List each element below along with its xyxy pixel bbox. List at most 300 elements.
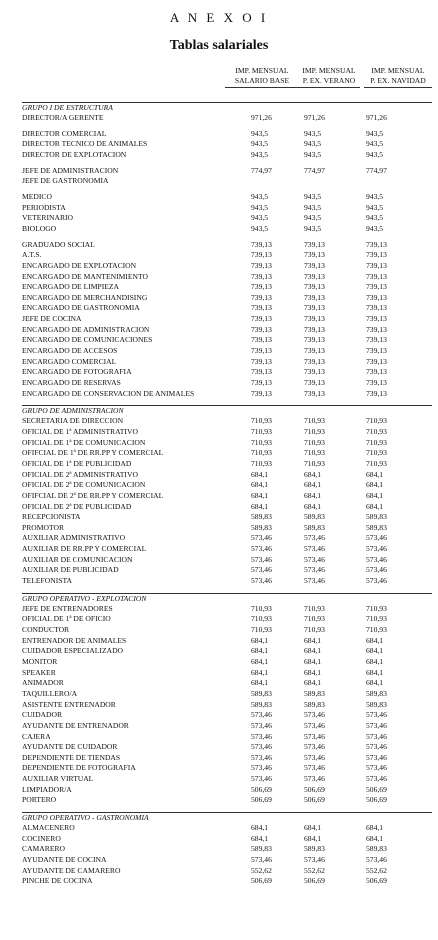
table-row xyxy=(22,604,432,615)
paga-verano-value: 710,93 xyxy=(304,416,325,426)
paga-verano-value: 739,13 xyxy=(304,388,325,398)
paga-navidad-value: 684,1 xyxy=(366,490,384,500)
paga-navidad-value: 589,83 xyxy=(366,699,387,709)
paga-navidad-value: 774,97 xyxy=(366,165,387,175)
paga-navidad-value: 739,13 xyxy=(366,346,387,355)
table-row xyxy=(22,753,432,764)
category-name: ENCARGADO COMERCIAL xyxy=(22,356,117,366)
salario-base-value: 684,1 xyxy=(251,490,269,500)
table-row xyxy=(22,325,432,336)
paga-navidad-value: 573,46 xyxy=(366,742,387,752)
column-header-rule xyxy=(364,87,432,88)
salario-base-value: 573,46 xyxy=(251,720,272,730)
paga-navidad-value: 739,13 xyxy=(366,292,387,302)
category-name: ENCARGADO DE GASTRONOMIA xyxy=(22,303,140,313)
salario-base-value: 589,83 xyxy=(251,688,272,698)
category-name: ASISTENTE ENTRENADOR xyxy=(22,699,116,709)
paga-verano-value: 739,13 xyxy=(304,282,325,292)
salario-base-value: 684,1 xyxy=(251,823,269,833)
salario-base-value: 573,46 xyxy=(251,742,272,752)
paga-navidad-value: 943,5 xyxy=(366,150,384,160)
paga-navidad-value: 710,93 xyxy=(366,614,387,624)
table-row xyxy=(22,795,432,806)
salario-base-value: 739,13 xyxy=(251,250,272,260)
paga-verano-value: 684,1 xyxy=(304,657,322,667)
salario-base-value: 710,93 xyxy=(251,614,272,624)
column-header-line2: P. EX. VERANO xyxy=(302,76,356,85)
salario-base-value: 573,46 xyxy=(251,576,272,585)
table-row xyxy=(22,139,432,150)
salary-group xyxy=(22,593,432,806)
paga-navidad-value: 710,93 xyxy=(366,458,387,468)
group-title: GRUPO OPERATIVO - GASTRONOMIA xyxy=(22,812,432,823)
category-name: DEPENDIENTE DE FOTOGRAFIA xyxy=(22,763,136,773)
salario-base-value: 710,93 xyxy=(251,448,272,458)
paga-navidad-value: 739,13 xyxy=(366,356,387,366)
paga-verano-value: 573,46 xyxy=(304,855,325,865)
paga-navidad-value: 739,13 xyxy=(366,367,387,377)
category-name: ENCARGADO DE ADMINISTRACION xyxy=(22,324,150,334)
salario-base-value: 739,13 xyxy=(251,271,272,281)
paga-verano-value: 710,93 xyxy=(304,614,325,624)
paga-verano-value: 710,93 xyxy=(304,625,325,635)
paga-navidad-value: 684,1 xyxy=(366,823,384,833)
category-name: CUIDADOR ESPECIALIZADO xyxy=(22,646,124,656)
paga-verano-value: 739,13 xyxy=(304,356,325,366)
column-header-line1: IMP. MENSUAL xyxy=(302,66,356,75)
document-subtitle: Tablas salariales xyxy=(169,38,269,53)
salario-base-value: 710,93 xyxy=(251,427,272,437)
salario-base-value: 589,83 xyxy=(251,512,272,522)
paga-verano-value: 739,13 xyxy=(304,324,325,334)
paga-navidad-value: 739,13 xyxy=(366,282,387,292)
column-header-rule xyxy=(298,87,360,88)
column-header-navidad xyxy=(364,66,432,88)
salario-base-value: 589,83 xyxy=(251,699,272,709)
column-header-rule xyxy=(225,87,299,88)
column-header-line1: IMP. MENSUAL xyxy=(371,66,425,75)
category-name: A.T.S. xyxy=(22,250,42,260)
salario-base-value: 573,46 xyxy=(251,774,272,784)
table-row xyxy=(22,657,432,668)
paga-verano-value: 710,93 xyxy=(304,603,325,613)
category-name: AUXILIAR DE RR.PP Y COMERCIAL xyxy=(22,544,147,554)
salario-base-value: 684,1 xyxy=(251,667,269,677)
paga-navidad-value: 943,5 xyxy=(366,192,384,202)
category-name: SECRETARIA DE DIRECCION xyxy=(22,416,124,426)
table-row xyxy=(22,512,432,523)
table-row xyxy=(22,176,432,187)
table-row xyxy=(22,823,432,834)
salario-base-value: 739,13 xyxy=(251,303,272,313)
category-name: ENCARGADO DE MERCHANDISING xyxy=(22,292,148,302)
table-row xyxy=(22,678,432,689)
paga-navidad-value: 589,83 xyxy=(366,522,387,532)
paga-navidad-value: 573,46 xyxy=(366,774,387,784)
table-row xyxy=(22,646,432,657)
salario-base-value: 573,46 xyxy=(251,855,272,865)
salario-base-value: 684,1 xyxy=(251,469,269,479)
table-row xyxy=(22,367,432,378)
paga-navidad-value: 684,1 xyxy=(366,635,384,645)
category-name: RECEPCIONISTA xyxy=(22,512,81,522)
table-row xyxy=(22,523,432,534)
paga-navidad-value: 552,62 xyxy=(366,865,387,875)
category-name: MEDICO xyxy=(22,192,52,202)
paga-verano-value: 573,46 xyxy=(304,763,325,773)
salario-base-value: 573,46 xyxy=(251,710,272,720)
paga-verano-value: 573,46 xyxy=(304,710,325,720)
paga-navidad-value: 739,13 xyxy=(366,377,387,387)
category-name: OFICIAL DE 1ª DE PUBLICIDAD xyxy=(22,458,132,468)
table-row xyxy=(22,459,432,470)
paga-navidad-value: 506,69 xyxy=(366,795,387,805)
salario-base-value: 739,13 xyxy=(251,292,272,302)
salary-group xyxy=(22,812,432,887)
paga-navidad-value: 684,1 xyxy=(366,833,384,843)
paga-verano-value: 573,46 xyxy=(304,720,325,730)
paga-verano-value: 710,93 xyxy=(304,458,325,468)
column-header-line2: P. EX. NAVIDAD xyxy=(370,76,426,85)
table-row xyxy=(22,576,432,587)
table-row xyxy=(22,470,432,481)
category-name: PROMOTOR xyxy=(22,522,65,532)
salario-base-value: 971,26 xyxy=(251,113,272,123)
paga-verano-value: 573,46 xyxy=(304,565,325,575)
table-row xyxy=(22,282,432,293)
category-name: AYUDANTE DE CAMARERO xyxy=(22,865,121,875)
category-name: ENCARGADO DE EXPLOTACION xyxy=(22,260,137,270)
paga-navidad-value: 739,13 xyxy=(366,271,387,281)
paga-navidad-value: 589,83 xyxy=(366,844,387,854)
salario-base-value: 589,83 xyxy=(251,522,272,532)
category-name: DEPENDIENTE DE TIENDAS xyxy=(22,752,121,762)
paga-navidad-value: 739,13 xyxy=(366,324,387,334)
salario-base-value: 943,5 xyxy=(251,202,269,212)
table-row xyxy=(22,427,432,438)
table-row xyxy=(22,416,432,427)
category-name: OFICIAL DE 2ª DE PUBLICIDAD xyxy=(22,501,132,511)
column-header-salario-base xyxy=(225,66,299,88)
table-row xyxy=(22,742,432,753)
paga-verano-value: 739,13 xyxy=(304,335,325,345)
table-row xyxy=(22,113,432,124)
paga-verano-value: 971,26 xyxy=(304,113,325,123)
table-row xyxy=(22,785,432,796)
paga-navidad-value: 589,83 xyxy=(366,688,387,698)
salario-base-value: 943,5 xyxy=(251,223,269,233)
table-row xyxy=(22,844,432,855)
category-name: OFICIAL DE 1ª ADMINISTRATIVO xyxy=(22,427,138,437)
category-name: ENCARGADO DE CONSERVACION DE ANIMALES xyxy=(22,388,195,398)
paga-navidad-value: 739,13 xyxy=(366,303,387,313)
table-row xyxy=(22,261,432,272)
paga-navidad-value: 573,46 xyxy=(366,763,387,773)
category-name: AYUDANTE DE COCINA xyxy=(22,855,107,865)
table-row xyxy=(22,710,432,721)
paga-verano-value: 589,83 xyxy=(304,699,325,709)
paga-navidad-value: 710,93 xyxy=(366,625,387,635)
paga-verano-value: 573,46 xyxy=(304,774,325,784)
salario-base-value: 710,93 xyxy=(251,458,272,468)
category-name: DIRECTOR TECNICO DE ANIMALES xyxy=(22,139,148,149)
category-name: ENCARGADO DE COMUNICACIONES xyxy=(22,335,153,345)
paga-navidad-value: 573,46 xyxy=(366,855,387,865)
paga-verano-value: 573,46 xyxy=(304,533,325,543)
category-name: AYUDANTE DE ENTRENADOR xyxy=(22,720,129,730)
table-row xyxy=(22,293,432,304)
salario-base-value: 739,13 xyxy=(251,260,272,270)
paga-verano-value: 552,62 xyxy=(304,865,325,875)
salario-base-value: 739,13 xyxy=(251,335,272,345)
table-row xyxy=(22,438,432,449)
paga-verano-value: 589,83 xyxy=(304,522,325,532)
table-row xyxy=(22,565,432,576)
salario-base-value: 684,1 xyxy=(251,480,269,490)
salary-table xyxy=(22,96,432,887)
paga-verano-value: 684,1 xyxy=(304,823,322,833)
paga-verano-value: 506,69 xyxy=(304,876,325,886)
paga-verano-value: 739,13 xyxy=(304,314,325,324)
paga-verano-value: 739,13 xyxy=(304,260,325,270)
paga-verano-value: 684,1 xyxy=(304,490,322,500)
salario-base-value: 943,5 xyxy=(251,128,269,138)
paga-navidad-value: 684,1 xyxy=(366,469,384,479)
salario-base-value: 943,5 xyxy=(251,139,269,149)
table-row xyxy=(22,689,432,700)
paga-verano-value: 684,1 xyxy=(304,469,322,479)
salario-base-value: 684,1 xyxy=(251,501,269,511)
paga-navidad-value: 684,1 xyxy=(366,646,384,656)
category-name: PERIODISTA xyxy=(22,202,66,212)
category-name: OFIFCIAL DE 2ª DE RR.PP Y COMERCIAL xyxy=(22,490,164,500)
paga-navidad-value: 739,13 xyxy=(366,239,387,249)
paga-verano-value: 573,46 xyxy=(304,544,325,554)
paga-verano-value: 589,83 xyxy=(304,512,325,522)
table-row xyxy=(22,721,432,732)
group-title: GRUPO OPERATIVO - EXPLOTACION xyxy=(22,593,432,604)
salario-base-value: 739,13 xyxy=(251,367,272,377)
table-row xyxy=(22,389,432,400)
table-row xyxy=(22,224,432,235)
category-name: SPEAKER xyxy=(22,667,56,677)
table-row xyxy=(22,378,432,389)
table-row xyxy=(22,203,432,214)
salario-base-value: 710,93 xyxy=(251,625,272,635)
category-name: OFICIAL DE 1ª DE COMUNICACION xyxy=(22,437,146,447)
paga-navidad-value: 943,5 xyxy=(366,128,384,138)
paga-navidad-value: 506,69 xyxy=(366,784,387,794)
salario-base-value xyxy=(235,176,288,187)
table-row xyxy=(22,763,432,774)
category-name: ANIMADOR xyxy=(22,678,64,688)
salario-base-value: 943,5 xyxy=(251,192,269,202)
table-row xyxy=(22,866,432,877)
paga-verano-value: 739,13 xyxy=(304,292,325,302)
category-name: AUXILIAR DE COMUNICACION xyxy=(22,554,133,564)
category-name: AUXILIAR VIRTUAL xyxy=(22,774,94,784)
category-name: MONITOR xyxy=(22,657,58,667)
paga-navidad-value: 710,93 xyxy=(366,603,387,613)
paga-verano-value: 684,1 xyxy=(304,678,322,688)
paga-verano-value: 684,1 xyxy=(304,667,322,677)
table-row xyxy=(22,166,432,177)
paga-navidad-value: 573,46 xyxy=(366,576,387,585)
table-row xyxy=(22,240,432,251)
category-name: ENCARGADO DE LIMPIEZA xyxy=(22,282,120,292)
table-row xyxy=(22,314,432,325)
category-name: OFIFCIAL DE 1ª DE RR.PP Y COMERCIAL xyxy=(22,448,164,458)
table-row xyxy=(22,636,432,647)
paga-verano-value: 739,13 xyxy=(304,271,325,281)
paga-navidad-value: 573,46 xyxy=(366,565,387,575)
paga-verano-value: 739,13 xyxy=(304,367,325,377)
table-row xyxy=(22,502,432,513)
paga-navidad-value: 739,13 xyxy=(366,260,387,270)
paga-navidad-value: 739,13 xyxy=(366,335,387,345)
table-row xyxy=(22,834,432,845)
table-row xyxy=(22,668,432,679)
paga-verano-value: 573,46 xyxy=(304,742,325,752)
category-name: JEFE DE ADMINISTRACION xyxy=(22,165,119,175)
paga-navidad-value xyxy=(358,176,428,187)
salario-base-value: 774,97 xyxy=(251,165,272,175)
salario-base-value: 739,13 xyxy=(251,346,272,355)
salario-base-value: 573,46 xyxy=(251,752,272,762)
column-header-verano xyxy=(298,66,360,88)
table-row xyxy=(22,625,432,636)
category-name: TAQUILLERO/A xyxy=(22,688,78,698)
paga-verano-value: 506,69 xyxy=(304,784,325,794)
salario-base-value: 506,69 xyxy=(251,795,272,805)
paga-navidad-value: 943,5 xyxy=(366,202,384,212)
table-row xyxy=(22,732,432,743)
paga-navidad-value: 684,1 xyxy=(366,480,384,490)
paga-verano-value: 684,1 xyxy=(304,480,322,490)
paga-verano-value: 739,13 xyxy=(304,250,325,260)
table-row xyxy=(22,250,432,261)
paga-navidad-value: 573,46 xyxy=(366,710,387,720)
salario-base-value: 943,5 xyxy=(251,213,269,223)
paga-verano-value: 943,5 xyxy=(304,213,322,223)
salario-base-value: 684,1 xyxy=(251,646,269,656)
paga-navidad-value: 573,46 xyxy=(366,720,387,730)
paga-verano-value: 684,1 xyxy=(304,635,322,645)
paga-verano-value: 739,13 xyxy=(304,239,325,249)
salario-base-value: 739,13 xyxy=(251,314,272,324)
category-name: ALMACENERO xyxy=(22,823,75,833)
salario-base-value: 739,13 xyxy=(251,356,272,366)
paga-navidad-value: 573,46 xyxy=(366,554,387,564)
column-header-line1: IMP. MENSUAL xyxy=(235,66,289,75)
table-row xyxy=(22,213,432,224)
paga-navidad-value: 573,46 xyxy=(366,533,387,543)
paga-verano-value: 943,5 xyxy=(304,128,322,138)
table-row xyxy=(22,491,432,502)
paga-verano-value: 589,83 xyxy=(304,688,325,698)
salario-base-value: 739,13 xyxy=(251,377,272,387)
category-name: LIMPIADOR/A xyxy=(22,784,72,794)
paga-verano-value: 684,1 xyxy=(304,501,322,511)
category-name: JEFE DE GASTRONOMIA xyxy=(22,176,109,186)
paga-navidad-value: 506,69 xyxy=(366,876,387,886)
paga-verano-value: 774,97 xyxy=(304,165,325,175)
category-name: ENCARGADO DE FOTOGRAFIA xyxy=(22,367,132,377)
paga-verano-value: 943,5 xyxy=(304,139,322,149)
salario-base-value: 573,46 xyxy=(251,544,272,554)
paga-navidad-value: 684,1 xyxy=(366,501,384,511)
category-name: JEFE DE COCINA xyxy=(22,314,82,324)
paga-navidad-value: 943,5 xyxy=(366,223,384,233)
paga-navidad-value: 710,93 xyxy=(366,427,387,437)
table-row xyxy=(22,480,432,491)
salario-base-value: 739,13 xyxy=(251,324,272,334)
table-row xyxy=(22,614,432,625)
category-name: PINCHE DE COCINA xyxy=(22,876,93,886)
salario-base-value: 506,69 xyxy=(251,876,272,886)
category-name: ENCARGADO DE ACCESOS xyxy=(22,346,118,355)
paga-verano-value xyxy=(288,176,358,187)
paga-navidad-value: 573,46 xyxy=(366,544,387,554)
paga-verano-value: 943,5 xyxy=(304,192,322,202)
salario-base-value: 739,13 xyxy=(251,282,272,292)
category-name: PORTERO xyxy=(22,795,57,805)
table-row xyxy=(22,150,432,161)
salario-base-value: 684,1 xyxy=(251,833,269,843)
paga-verano-value: 739,13 xyxy=(304,303,325,313)
paga-navidad-value: 573,46 xyxy=(366,731,387,741)
salario-base-value: 573,46 xyxy=(251,763,272,773)
category-name: ENTRENADOR DE ANIMALES xyxy=(22,635,127,645)
category-name: VETERINARIO xyxy=(22,213,74,223)
paga-verano-value: 573,46 xyxy=(304,731,325,741)
paga-navidad-value: 971,26 xyxy=(366,113,387,123)
paga-verano-value: 710,93 xyxy=(304,448,325,458)
paga-navidad-value: 589,83 xyxy=(366,512,387,522)
category-name: OFICIAL DE 2ª DE COMUNICACION xyxy=(22,480,146,490)
category-name: ENCARGADO DE MANTENIMIENTO xyxy=(22,271,148,281)
category-name: OFICIAL DE 1ª DE OFICIO xyxy=(22,614,111,624)
table-row xyxy=(22,876,432,887)
salario-base-value: 684,1 xyxy=(251,657,269,667)
category-name: AUXILIAR DE PUBLICIDAD xyxy=(22,565,119,575)
paga-verano-value: 573,46 xyxy=(304,576,325,585)
salario-base-value: 552,62 xyxy=(251,865,272,875)
paga-navidad-value: 739,13 xyxy=(366,314,387,324)
table-row xyxy=(22,192,432,203)
salario-base-value: 684,1 xyxy=(251,635,269,645)
paga-verano-value: 573,46 xyxy=(304,752,325,762)
category-name: TELEFONISTA xyxy=(22,576,73,585)
paga-navidad-value: 573,46 xyxy=(366,752,387,762)
table-row xyxy=(22,129,432,140)
table-row xyxy=(22,700,432,711)
group-title: GRUPO DE ADMINISTRACION xyxy=(22,405,432,416)
table-row xyxy=(22,533,432,544)
category-name: DIRECTOR COMERCIAL xyxy=(22,128,107,138)
paga-navidad-value: 943,5 xyxy=(366,213,384,223)
salary-group xyxy=(22,405,432,586)
category-name: CONDUCTOR xyxy=(22,625,70,635)
salario-base-value: 739,13 xyxy=(251,388,272,398)
paga-verano-value: 684,1 xyxy=(304,833,322,843)
paga-verano-value: 739,13 xyxy=(304,377,325,387)
category-name: JEFE DE ENTRENADORES xyxy=(22,603,113,613)
salario-base-value: 684,1 xyxy=(251,678,269,688)
category-name: AYUDANTE DE CUIDADOR xyxy=(22,742,118,752)
category-name: CAJERA xyxy=(22,731,51,741)
category-name: DIRECTOR/A GERENTE xyxy=(22,113,104,123)
